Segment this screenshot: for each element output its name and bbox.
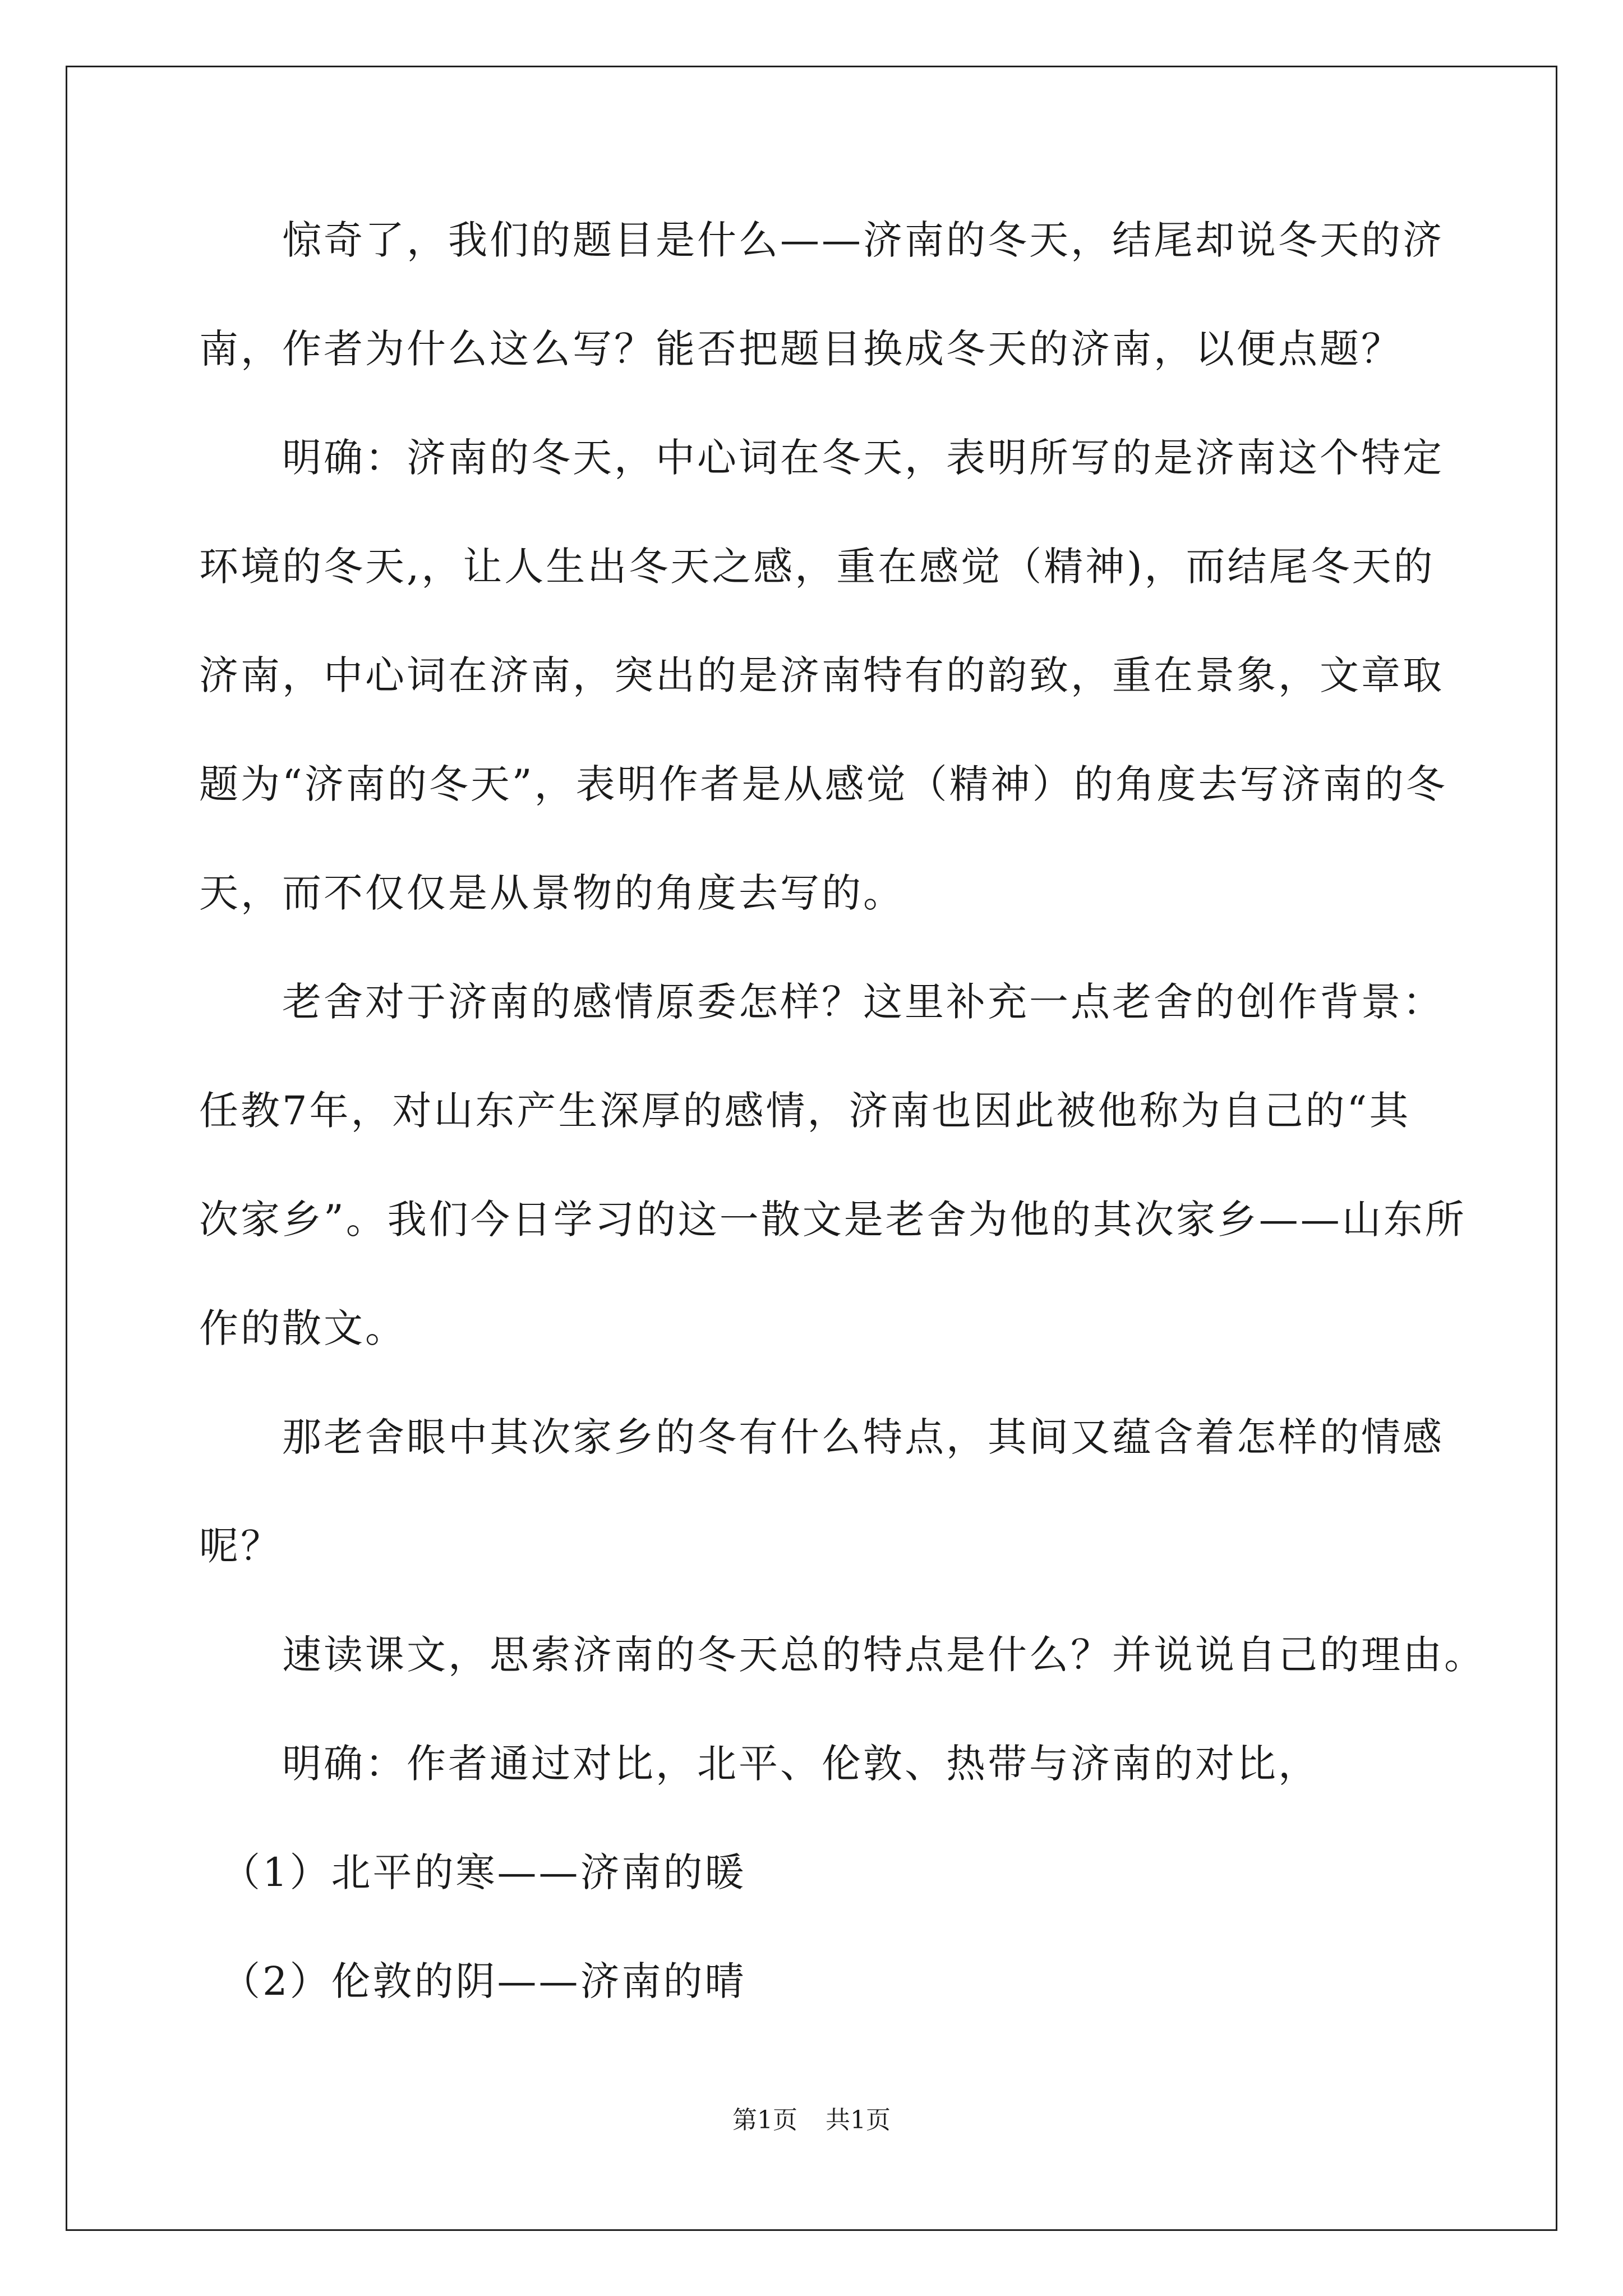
page-footer <box>0 2106 1623 2134</box>
text-line: （2）伦敦的阴——济南的晴 <box>199 1958 746 2004</box>
text-line: 呢？ <box>199 1523 282 1569</box>
text-line: 老舍对于济南的感情原委怎样？这里补充一点老舍的创作背景： <box>199 979 1444 1025</box>
text-line: 惊奇了，我们的题目是什么——济南的冬天，结尾却说冬天的济 <box>199 217 1444 263</box>
document-body <box>199 217 1486 2068</box>
text-line: 明确：作者通过对比，北平、伦敦、热带与济南的对比， <box>199 1741 1320 1787</box>
text-line: 南，作者为什么这么写？能否把题目换成冬天的济南，以便点题？ <box>199 326 1403 372</box>
page-number: 第1页 <box>732 2106 797 2134</box>
text-line: 作的散文。 <box>199 1305 407 1351</box>
text-line: 速读课文，思索济南的冬天总的特点是什么？并说说自己的理由。 <box>199 1632 1486 1678</box>
text-line: （1）北平的寒——济南的暖 <box>199 1849 746 1895</box>
text-line: 明确：济南的冬天，中心词在冬天，表明所写的是济南这个特定 <box>199 435 1444 481</box>
text-line: 次家乡”。我们今日学习的这一散文是老舍为他的其次家乡——山东所 <box>199 1197 1467 1243</box>
text-line: 题为“济南的冬天”，表明作者是从感觉（精神）的角度去写济南的冬 <box>199 761 1447 807</box>
text-line: 天，而不仅仅是从景物的角度去写的。 <box>199 870 905 916</box>
text-line: 任教7年，对山东产生深厚的感情，济南也因此被他称为自己的“其 <box>199 1088 1411 1134</box>
text-line: 济南，中心词在济南，突出的是济南特有的韵致，重在景象，文章取 <box>199 652 1444 698</box>
text-line: 环境的冬天,，让人生出冬天之感，重在感觉（精神)，而结尾冬天的 <box>199 544 1435 590</box>
text-line: 那老舍眼中其次家乡的冬有什么特点，其间又蕴含着怎样的情感 <box>199 1414 1444 1460</box>
page-total: 共1页 <box>826 2106 891 2134</box>
